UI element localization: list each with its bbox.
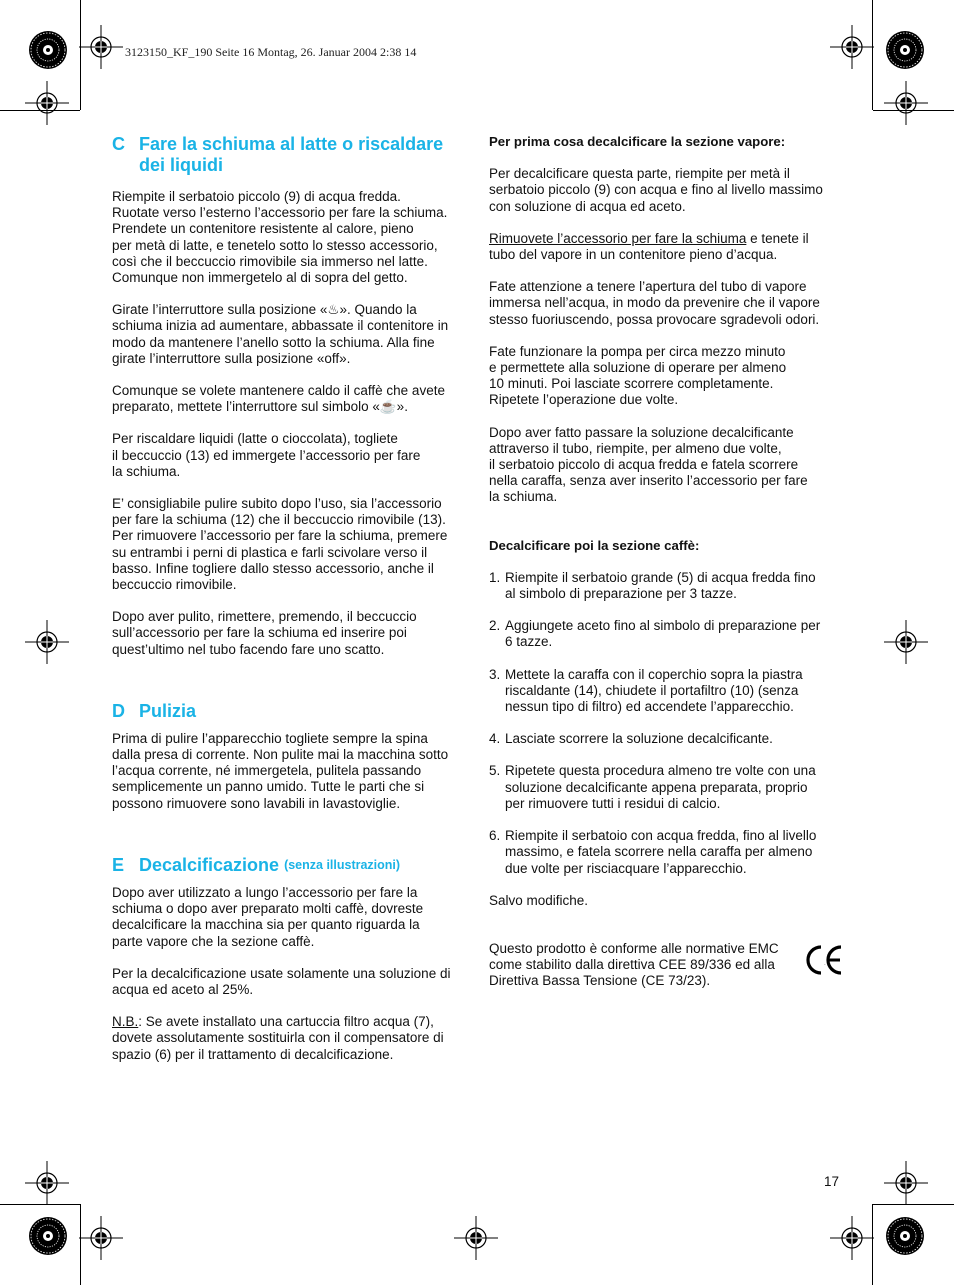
- text-line: dovete assolutamente sostituirla con il compensatore di: [112, 1030, 444, 1046]
- right-p5: [489, 425, 845, 506]
- page-number: 17: [824, 1174, 840, 1189]
- step-text: 6 tazze.: [505, 634, 553, 650]
- text-line: quest’ultimo nel tubo facendo fare uno scatto.: [112, 641, 385, 657]
- text-line: Comunque non immergetelo al di sopra del getto.: [112, 270, 408, 286]
- coffee-step: [489, 667, 845, 716]
- text-line: Questo prodotto è conforme alle normative EMC: [489, 940, 779, 956]
- step-number: 4.: [489, 731, 501, 747]
- text-line: la schiuma.: [489, 489, 558, 505]
- step-text: due volte per risciacquare l’apparecchio.: [505, 860, 747, 876]
- text-line: basso. Infine togliere dallo stesso accessorio, anche il: [112, 560, 434, 576]
- svg-text:CE: CE: [824, 964, 826, 966]
- text-line: la schiuma.: [112, 463, 181, 479]
- text-line: immersa nell’acqua, in modo da prevenire che il vapore: [489, 295, 820, 311]
- step-text: Ripetete questa procedura almeno tre volte con una: [505, 763, 816, 779]
- text-line: come stabilito dalla direttiva CEE 89/336 ed alla: [489, 957, 775, 973]
- salvo-modifiche: Salvo modifiche.: [489, 892, 589, 908]
- text-line: Per decalcificare questa parte, riempite per metà il: [489, 166, 790, 182]
- text-line: per fare la schiuma (12) che il beccuccio rimovibile (13).: [112, 512, 446, 528]
- section-e-p2: [112, 966, 464, 998]
- text-line: semplicemente un panno umido. Tutte le parti che si: [112, 779, 425, 795]
- text-line: acqua ed aceto al 25%.: [112, 981, 254, 997]
- steam-heading: Per prima cosa decalcificare la sezione vapore:: [489, 134, 786, 149]
- text-line: 10 minuti. Poi lasciate scorrere completamente.: [489, 376, 774, 392]
- text-line: con soluzione di acqua ed aceto.: [489, 198, 686, 214]
- section-c-p4: [112, 431, 464, 480]
- coffee-step: [489, 763, 845, 812]
- step-text: Riempite il serbatoio grande (5) di acqua fredda fino: [505, 569, 816, 585]
- print-header: 3123150_KF_190 Seite 16 Montag, 26. Januar 2004 2:38 14: [125, 45, 417, 59]
- text-line: Comunque se volete mantenere caldo il caffè che avete: [112, 383, 445, 399]
- text-line: girate l’interruttore sulla posizione «off».: [112, 350, 351, 366]
- section-d-p1: [112, 731, 464, 812]
- section-e-heading: E Decalcificazione (senza illustrazioni): [112, 854, 401, 875]
- text-line: stesso fuoriuscendo, possa provocare sgradevoli odori.: [489, 311, 820, 327]
- step-number: 1.: [489, 569, 501, 585]
- section-c-p1: [112, 189, 464, 286]
- right-p4: [489, 344, 845, 409]
- left-column: [112, 134, 464, 1063]
- text-line: E’ consigliabile pulire subito dopo l’uso, sia l’accessorio: [112, 496, 442, 512]
- step-text: soluzione decalcificante appena preparata, proprio: [505, 779, 808, 795]
- text-line: per metà di latte, e tenetelo sotto lo stesso accessorio,: [112, 237, 438, 253]
- text-line: sull’accessorio per fare la schiuma ed inserire poi: [112, 625, 407, 641]
- section-c-p6: [112, 609, 464, 658]
- text-line: Dopo aver pulito, rimettere, premendo, il beccuccio: [112, 609, 417, 625]
- text-line: Fate attenzione a tenere l’apertura del tubo di vapore: [489, 279, 807, 295]
- text-line: attraverso il tubo, riempite, per almeno due volte,: [489, 440, 782, 456]
- step-number: 5.: [489, 763, 501, 779]
- text-line: su entrambi i perni di plastica e farli scivolare verso il: [112, 544, 428, 560]
- text-line: preparato, mettete l’interruttore sul simbolo «☕».: [112, 399, 408, 415]
- step-text: per rimuovere tutti i residui di calcio.: [505, 795, 721, 811]
- ce-text: [489, 941, 797, 990]
- text-line: e permettete alla soluzione di operare per almeno: [489, 360, 787, 376]
- step-text: Riempite il serbatoio con acqua fredda, fino al livello: [505, 828, 817, 844]
- section-c-heading: C Fare la schiuma al latte o riscaldare dei liquidi: [112, 134, 444, 175]
- coffee-step: [489, 828, 845, 877]
- coffee-step: [489, 570, 845, 602]
- step-number: 3.: [489, 666, 501, 682]
- text-line: beccuccio rimovibile.: [112, 577, 237, 593]
- section-d-heading: D Pulizia: [112, 700, 197, 721]
- text-line: Per la decalcificazione usate solamente una soluzione di: [112, 965, 451, 981]
- text-line: Girate l’interruttore sulla posizione «♨». Quando la: [112, 302, 417, 318]
- step-text: massimo, e fatela scorrere nella caraffa per almeno: [505, 844, 813, 860]
- step-text: Lasciate scorrere la soluzione decalcificante.: [505, 731, 773, 747]
- text-line: Direttiva Bassa Tensione (CE 73/23).: [489, 973, 711, 989]
- section-e-nb: [112, 1014, 464, 1063]
- text-line: serbatoio piccolo (9) con acqua e fino al livello massimo: [489, 182, 823, 198]
- step-text: riscaldante (14), chiudete il portafiltro (10) (senza: [505, 682, 799, 698]
- text-line: Dopo aver utilizzato a lungo l’accessorio per fare la: [112, 884, 418, 900]
- step-number: 6.: [489, 828, 501, 844]
- text-line: dalla presa di corrente. Non pulite mai la macchina sotto: [112, 747, 449, 763]
- step-text: Mettete la caraffa con il coperchio sopra la piastra: [505, 666, 803, 682]
- coffee-heading: Decalcificare poi la sezione caffè:: [489, 537, 700, 553]
- text-line: possono rimuovere sono lavabili in lavastoviglie.: [112, 795, 401, 811]
- text-line: nella caraffa, senza aver inserito l’accessorio per fare: [489, 473, 808, 489]
- text-line: Dopo aver fatto passare la soluzione decalcificante: [489, 424, 794, 440]
- right-p2: Rimuovete l’accessorio per fare la schiuma e tenete il tubo del vapore in un contenitore pieno d’acqua.: [489, 230, 809, 263]
- section-c-p2: [112, 302, 464, 367]
- right-column: [489, 134, 845, 990]
- text-line: schiuma inizia ad aumentare, abbassate il contenitore in: [112, 318, 449, 334]
- right-p1: [489, 166, 845, 215]
- text-line: schiuma o dopo aver preparato molti caffè, dovreste: [112, 901, 424, 917]
- text-line: Fate funzionare la pompa per circa mezzo minuto: [489, 343, 786, 359]
- section-e-p1: [112, 885, 464, 950]
- coffee-step: [489, 731, 845, 747]
- ce-conformity: [489, 941, 845, 990]
- text-line: il serbatoio piccolo di acqua fredda e fatela scorrere: [489, 457, 799, 473]
- text-line: : Se avete installato una cartuccia filtro acqua (7),: [138, 1014, 434, 1030]
- text-line: Prima di pulire l’apparecchio togliete sempre la spina: [112, 730, 428, 746]
- text-line: il beccuccio (13) ed immergete l’accessorio per fare: [112, 447, 421, 463]
- step-text: al simbolo di preparazione per 3 tazze.: [505, 586, 737, 602]
- text-line: Prendete un contenitore resistente al calore, pieno: [112, 221, 414, 237]
- text-line: così che il beccuccio rimovibile sia immerso nel latte.: [112, 253, 428, 269]
- text-line: Ripetete l’operazione due volte.: [489, 392, 679, 408]
- text-line: Per rimuovere l’accessorio per fare la schiuma, premere: [112, 528, 448, 544]
- coffee-steps: [489, 570, 845, 877]
- text-line: Ruotate verso l’esterno l’accessorio per fare la schiuma.: [112, 205, 448, 221]
- step-text: Aggiungete aceto fino al simbolo di preparazione per: [505, 618, 821, 634]
- text-line: modo da mantenere l’anello sotto la schiuma. Alla fine: [112, 334, 435, 350]
- text-line: Per riscaldare liquidi (latte o cioccolata), togliete: [112, 431, 398, 447]
- ce-mark-icon: [803, 943, 845, 977]
- nb-label: N.B.: [112, 1014, 139, 1030]
- step-text: nessun tipo di filtro) ed accendete l’apparecchio.: [505, 699, 794, 715]
- section-c-p3: [112, 383, 464, 415]
- text-line: decalcificare la macchina sia per quanto riguarda la: [112, 917, 420, 933]
- step-number: 2.: [489, 618, 501, 634]
- text-line: l’acqua corrente, né immergetela, pulitela passando: [112, 763, 422, 779]
- text-line: parte vapore che la sezione caffè.: [112, 933, 315, 949]
- section-c-p5: [112, 496, 464, 593]
- coffee-step: [489, 618, 845, 650]
- text-line: Riempite il serbatoio piccolo (9) di acqua fredda.: [112, 189, 401, 204]
- text-line: spazio (6) per il trattamento di decalcificazione.: [112, 1046, 394, 1062]
- right-p3: [489, 279, 845, 328]
